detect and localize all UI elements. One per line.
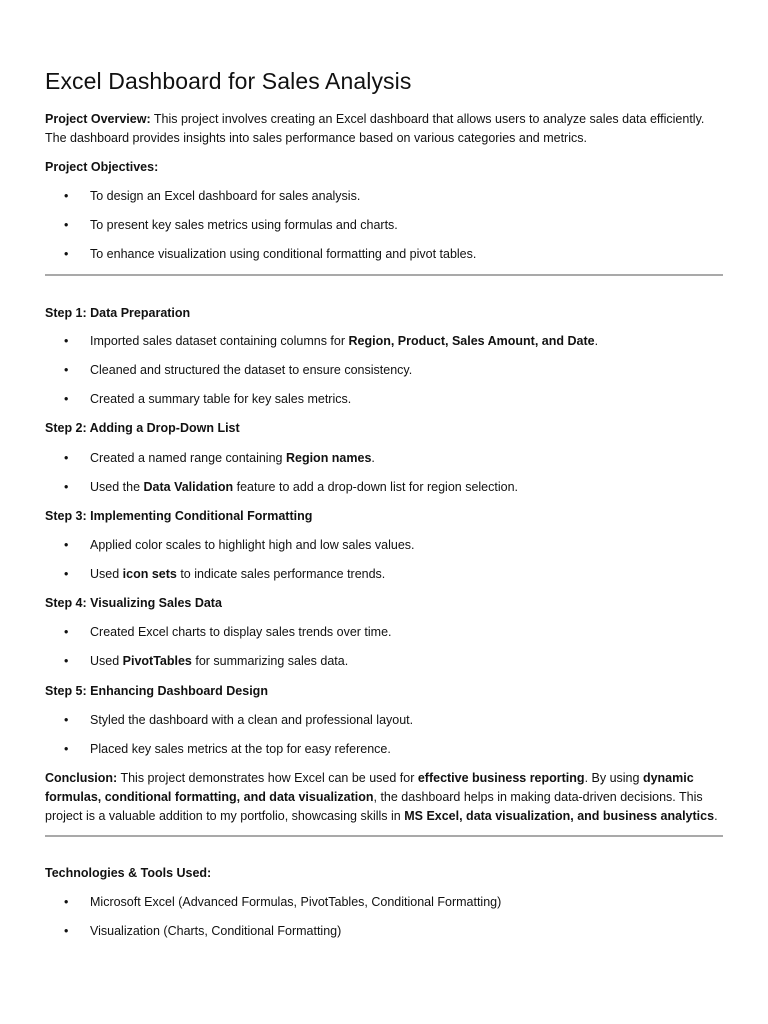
text-run: . [371,451,375,465]
text-run: Applied color scales to highlight high and low sales values. [90,538,415,552]
text-run: . [594,334,599,348]
page-title: Excel Dashboard for Sales Analysis [45,68,412,94]
section-divider [45,835,723,837]
list-item-text: To design an Excel dashboard for sales analysis. [90,189,361,203]
bold-text: PivotTables [122,654,192,668]
bold-text: Conclusion: [45,771,118,785]
text-run: Cleaned and structured the dataset to ensure consistency. [90,363,413,377]
bullet-icon: • [64,924,69,938]
list-item-text [90,536,415,555]
text-run: feature to add a drop-down list for region selection. [233,480,519,494]
text-run: , the dashboard helps in making data-driven decisions. This project is a valuable addition to my portfolio, showcasing skills in [45,790,703,823]
step-4-heading: Step 4: Visualizing Sales Data [45,596,222,610]
list-item-text: To enhance visualization using conditional formatting and pivot tables. [90,247,477,261]
conclusion-paragraph [45,769,725,826]
list-item-text [90,740,391,759]
list-item-text [90,361,412,380]
step-2-heading: Step 2: Adding a Drop-Down List [45,421,240,435]
text-run: This project demonstrates how Excel can be used for [117,771,418,785]
text-run: Created a summary table for key sales metrics. [90,392,352,406]
bullet-icon: • [64,334,69,348]
text-run: Used [90,654,123,668]
bullet-icon: • [64,567,69,581]
bullet-icon: • [64,363,69,377]
text-run: . By using [584,771,643,785]
bullet-icon: • [64,713,69,727]
text-run: Used the [90,480,144,494]
bold-text: icon sets [122,567,177,581]
list-item-text: To present key sales metrics using formulas and charts. [90,218,398,232]
list-item-text [90,478,518,497]
section-divider [45,274,723,276]
bullet-icon: • [64,392,69,406]
text-run: . [714,809,718,823]
step-3-heading: Step 3: Implementing Conditional Formatting [45,509,313,523]
bullet-icon: • [64,218,69,232]
bullet-icon: • [64,451,69,465]
bullet-icon: • [64,625,69,639]
bullet-icon: • [64,654,69,668]
bullet-icon: • [64,538,69,552]
list-item-text: Microsoft Excel (Advanced Formulas, PivotTables, Conditional Formatting) [90,895,502,909]
bullet-icon: • [64,247,69,261]
step-5-heading: Step 5: Enhancing Dashboard Design [45,684,268,698]
list-item-text [90,332,598,351]
overview-paragraph [45,110,725,148]
bullet-icon: • [64,895,69,909]
tools-heading: Technologies & Tools Used: [45,866,212,880]
text-run: Styled the dashboard with a clean and professional layout. [90,713,414,727]
text-run: to indicate sales performance trends. [176,567,386,581]
bold-text: effective business reporting [417,771,585,785]
list-item-text [90,652,348,671]
overview-text: This project involves creating an Excel dashboard that allows users to analyze sales data efficiently. The dashboard provides insights into sales performance based on various categories and metrics. [45,112,705,145]
list-item-text [90,623,392,642]
text-run: for summarizing sales data. [191,654,349,668]
bold-text: Region, Product, Sales Amount, and Date [348,334,595,348]
overview-label: Project Overview: [45,112,151,126]
text-run: Imported sales dataset containing columns for [90,334,349,348]
bold-text: Data Validation [143,480,234,494]
list-item-text [90,565,385,584]
text-run: Created Excel charts to display sales trends over time. [90,625,392,639]
step-1-heading: Step 1: Data Preparation [45,306,191,320]
list-item-text: Visualization (Charts, Conditional Formatting) [90,924,342,938]
text-run: Placed key sales metrics at the top for easy reference. [90,742,391,756]
list-item-text [90,390,351,409]
text-run: Used [90,567,123,581]
bold-text: MS Excel, data visualization, and business analytics [404,809,715,823]
bullet-icon: • [64,742,69,756]
bold-text: dynamic formulas, conditional formatting, and data visualization [45,771,694,804]
list-item-text [90,711,413,730]
bullet-icon: • [64,480,69,494]
objectives-heading: Project Objectives: [45,160,159,174]
list-item-text [90,449,375,468]
bullet-icon: • [64,189,69,203]
bold-text: Region names [285,451,372,465]
text-run: Created a named range containing [90,451,286,465]
